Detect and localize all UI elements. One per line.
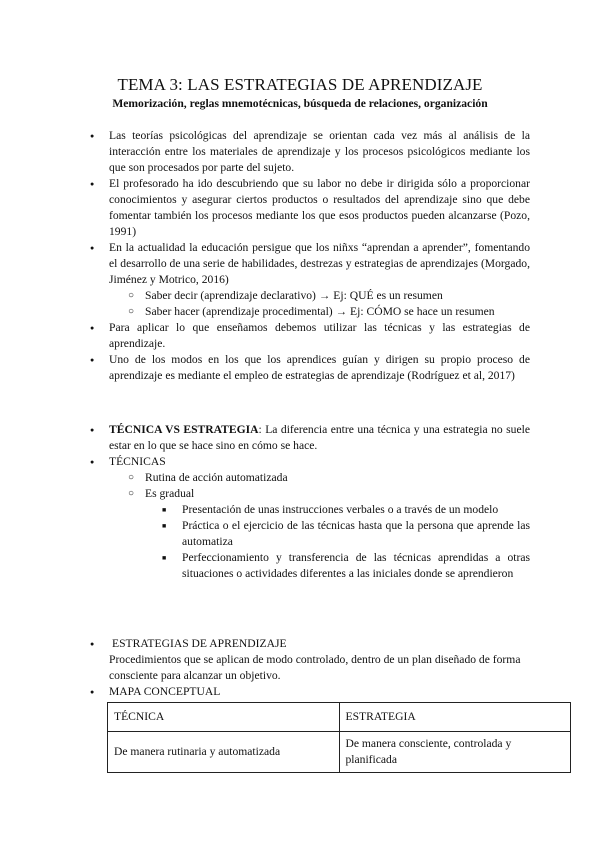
tecnica-vs-label: TÉCNICA VS ESTRATEGIA xyxy=(109,423,259,436)
page-subtitle: Memorización, reglas mnemotécnicas, búsqueda de relaciones, organización xyxy=(112,97,488,110)
estrategias-heading: ESTRATEGIAS DE APRENDIZAJE xyxy=(112,637,287,650)
estrategias-section xyxy=(90,636,530,700)
table-header-cell: TÉCNICA xyxy=(108,703,340,732)
list-item: ● El profesorado ha ido descubriendo que su labor no debe ir dirigida sólo a proporcionar conocimientos y asegurar ciertos productos o resultados del aprendizaje sino que debe fomentar también los procesos mediante los que esos productos pueden alcanzarse (Pozo, 1991) xyxy=(90,176,530,240)
tecnicas-heading: ● TÉCNICAS xyxy=(90,454,530,470)
step-list-item: ■ Perfeccionamiento y transferencia de las técnicas aprendidas a otras situaciones o actividades diferentes a las iniciales donde se aprendieron xyxy=(90,550,530,582)
step-list-item: ■ Práctica o el ejercicio de las técnicas hasta que la persona que aprende las automatiza xyxy=(90,518,530,550)
estrategias-text: Procedimientos que se aplican de modo controlado, dentro de un plan diseñado de forma consciente para alcanzar un objetivo. xyxy=(109,653,521,682)
list-item xyxy=(90,636,530,652)
sub-list-item: ○ Rutina de acción automatizada xyxy=(90,470,530,486)
table-header-row xyxy=(108,703,571,732)
concept-map-table xyxy=(107,702,571,773)
intro-bullet-list xyxy=(90,128,530,384)
list-item: ● En la actualidad la educación persigue que los niñxs “aprendan a aprender”, fomentando el desarrollo de una serie de habilidades, destrezas y estrategias de aprendizajes (Morgado, Jiménez y Motrico, 2016) xyxy=(90,240,530,288)
mapa-heading: ● MAPA CONCEPTUAL xyxy=(90,684,530,700)
table-cell: De manera rutinaria y automatizada xyxy=(108,732,340,773)
list-item: ● Las teorías psicológicas del aprendizaje se orientan cada vez más al análisis de la interacción entre los materiales de aprendizaje y los procesos psicológicos mediante los que son procesados por parte del sujeto. xyxy=(90,128,530,176)
step-list-item: ■ Presentación de unas instrucciones verbales o a través de un modelo xyxy=(90,502,530,518)
page-title: TEMA 3: LAS ESTRATEGIAS DE APRENDIZAJE xyxy=(117,75,483,94)
table-row xyxy=(108,732,571,773)
list-item xyxy=(90,422,530,454)
list-item: ● Para aplicar lo que enseñamos debemos utilizar las técnicas y las estrategias de aprendizaje. xyxy=(90,320,530,352)
sub-list-item: ○ Saber hacer (aprendizaje procedimental) → Ej: CÓMO se hace un resumen xyxy=(90,304,530,320)
sub-list-item: ○ Saber decir (aprendizaje declarativo) → Ej: QUÉ es un resumen xyxy=(90,288,530,304)
tecnica-vs-text: : La diferencia entre una técnica y una estrategia no suele estar en lo que se hace sino en cómo se hace. xyxy=(109,423,530,452)
table-cell: De manera consciente, controlada y planificada xyxy=(339,732,571,773)
list-item: ● Uno de los modos en los que los aprendices guían y dirigen su propio proceso de aprendizaje es mediante el empleo de estrategias de aprendizaje (Rodríguez et al, 2017) xyxy=(90,352,530,384)
tecnicas-section xyxy=(90,422,530,582)
sub-list-item: ○ Es gradual xyxy=(90,486,530,502)
table-header-cell: ESTRATEGIA xyxy=(339,703,571,732)
